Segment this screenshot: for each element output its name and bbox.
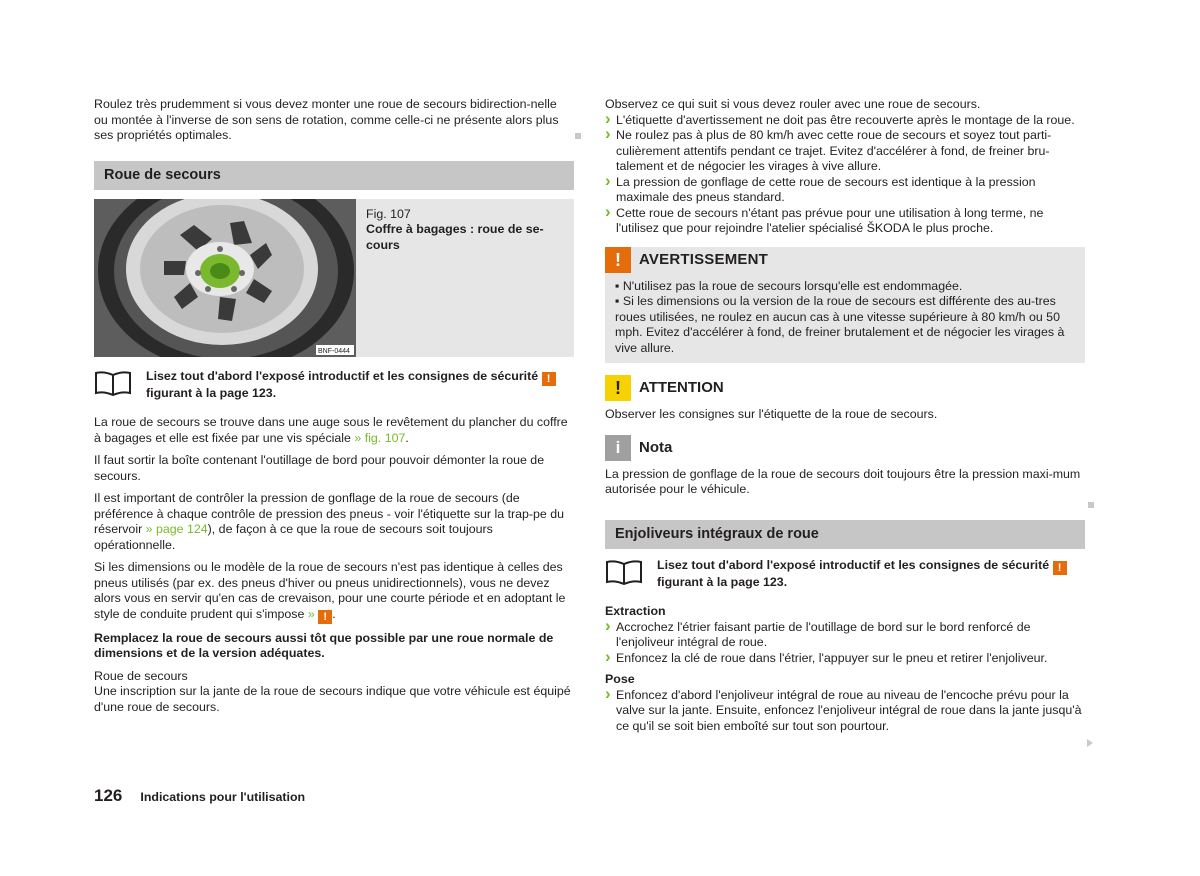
subheading-extraction: Extraction bbox=[605, 604, 666, 618]
book-icon bbox=[605, 559, 643, 585]
read-first-page: figurant à la page 123. bbox=[146, 385, 277, 400]
warning-body bbox=[605, 279, 1085, 357]
link-page-124[interactable]: » page 124 bbox=[145, 522, 208, 536]
attention-label: ATTENTION bbox=[639, 379, 724, 397]
attention-text: Observer les consignes sur l'étiquette de la roue de secours. bbox=[605, 407, 938, 421]
list-item: › Cette roue de secours n'étant pas prévue pour une utilisation à long terme, ne l'utilisez que pour rejoindre l'atelier spécialisé ŠKODA le plus proche. bbox=[605, 206, 1085, 237]
right-intro: Observez ce qui suit si vous devez rouler avec une roue de secours. bbox=[605, 97, 981, 111]
warning-icon: ! bbox=[605, 247, 631, 273]
book-icon bbox=[94, 370, 132, 396]
paragraph-dimensions: Si les dimensions ou le modèle de la roue de secours n'est pas identique à celles des pneus utilisés (par ex. des pneus d'hiver ou pneus unidirectionnels), vous ne devez alors vous en servir qu'en cas de crevaison, pour une courte période et en adoptant le style de conduite prudent qui s'impose » ! . bbox=[94, 560, 566, 623]
note-label: Nota bbox=[639, 438, 673, 456]
list-item: › Enfoncez la clé de roue dans l'étrier, l'appuyer sur le pneu et retirer l'enjoliveur. bbox=[605, 651, 1085, 667]
extraction-steps bbox=[605, 620, 1085, 667]
pose-steps bbox=[605, 688, 1085, 735]
figure-number: Fig. 107 bbox=[366, 206, 411, 221]
list-item: › Ne roulez pas à plus de 80 km/h avec cette roue de secours et soyez tout parti-culièrement attentifs pendant ce trajet. Evitez d'accélérer à fond, de freiner bru-talement et de négocier les virages à vive allure. bbox=[605, 128, 1085, 175]
attention-header bbox=[605, 375, 1085, 401]
info-icon: i bbox=[605, 435, 631, 461]
right-column bbox=[605, 97, 1085, 744]
section-heading-spare-wheel: Roue de secours bbox=[94, 161, 574, 190]
list-item: › La pression de gonflage de cette roue de secours est identique à la pression maximale des pneus standard. bbox=[605, 175, 1085, 206]
list-item: › Accrochez l'étrier faisant partie de l'outillage de bord sur le bord renforcé de l'enjoliveur intégral de roue. bbox=[605, 620, 1085, 651]
figure-caption bbox=[356, 199, 546, 357]
note-header bbox=[605, 435, 1085, 461]
end-of-section-mark bbox=[1088, 502, 1094, 508]
intro-paragraph: Roulez très prudemment si vous devez monter une roue de secours bidirection-nelle ou montée à l'inverse de son sens de rotation, comme celle-ci ne présente alors plus ses propriétés optimales. bbox=[94, 97, 559, 142]
figure-code: BNF-0444 bbox=[318, 347, 350, 355]
warning-icon: ! bbox=[318, 610, 332, 624]
read-first-notice bbox=[94, 369, 574, 402]
note-text: La pression de gonflage de la roue de secours doit toujours être la pression maxi-mum autorisée pour le véhicule. bbox=[605, 466, 1081, 496]
paragraph-toolbox: Il faut sortir la boîte contenant l'outillage de bord pour pouvoir démonter la roue de secours. bbox=[94, 453, 545, 483]
continue-arrow-icon bbox=[1087, 739, 1093, 747]
link-warning[interactable]: » bbox=[307, 606, 315, 621]
page-number: 126 bbox=[94, 786, 123, 805]
attention-icon: ! bbox=[605, 375, 631, 401]
section-heading-hubcaps: Enjoliveurs intégraux de roue bbox=[605, 520, 1085, 549]
spare-wheel-rules-list bbox=[605, 113, 1085, 237]
read-first-page: figurant à la page 123. bbox=[657, 574, 788, 589]
subheading-pose: Pose bbox=[605, 672, 635, 686]
paragraph-replace: Remplacez la roue de secours aussi tôt que possible par une roue normale de dimensions et de la version adéquates. bbox=[94, 630, 554, 660]
paragraph-inscription: Une inscription sur la jante de la roue de secours indique que votre véhicule est équipé d'une roue de secours. bbox=[94, 684, 571, 714]
spare-wheel-illustration bbox=[94, 199, 356, 357]
read-first-text: Lisez tout d'abord l'exposé introductif et les consignes de sécurité bbox=[146, 368, 539, 383]
paragraph-location: La roue de secours se trouve dans une auge sous le revêtement du plancher du coffre à bagages et elle est fixée par une vis spéciale » fig. 107. bbox=[94, 415, 568, 445]
footer-title: Indications pour l'utilisation bbox=[140, 790, 306, 804]
read-first-text: Lisez tout d'abord l'exposé introductif et les consignes de sécurité bbox=[657, 557, 1050, 572]
read-first-notice bbox=[605, 558, 1085, 591]
page-footer bbox=[94, 786, 305, 806]
bullet-square-icon: ▪ bbox=[615, 278, 623, 293]
warning-label: AVERTISSEMENT bbox=[639, 250, 769, 268]
list-item: › Enfoncez d'abord l'enjoliveur intégral de roue au niveau de l'encoche prévu pour la valve sur la jante. Ensuite, enfoncez l'enjoliveur intégral de roue dans la jante jusqu'à ce qu'il se soit bien emboîté sur tout son pourtour. bbox=[605, 688, 1085, 735]
warning-header bbox=[605, 247, 1085, 273]
link-fig-107[interactable]: » fig. 107 bbox=[354, 430, 406, 445]
figure-107 bbox=[94, 199, 574, 357]
spare-wheel-photo bbox=[94, 199, 356, 357]
subheading-spare-wheel: Roue de secours bbox=[94, 668, 188, 683]
warning-icon: ! bbox=[542, 372, 556, 386]
paragraph-pressure: Il est important de contrôler la pression de gonflage de la roue de secours (de préférence à chaque contrôle de pression des pneus - voir l'étiquette sur la trap-pe du réservoir » page 124), de façon à ce que la roue de secours soit toujours opérationnelle. bbox=[94, 491, 565, 552]
warning-icon: ! bbox=[1053, 561, 1067, 575]
warning-item: ▪ Si les dimensions ou la version de la roue de secours est différente des au-tres roues utilisées, ne roulez en aucun cas à une vitesse supérieure à 80 km/h ou 50 mph. Evitez d'accélérer à fond, de freiner brutalement et de négocier les virages à vive allure. bbox=[615, 294, 1065, 355]
figure-title: Coffre à bagages : roue de se-cours bbox=[366, 222, 544, 252]
list-item: › L'étiquette d'avertissement ne doit pas être recouverte après le montage de la roue. bbox=[605, 113, 1085, 129]
warning-box bbox=[605, 247, 1085, 364]
bullet-square-icon: ▪ bbox=[615, 294, 623, 308]
left-column bbox=[94, 97, 574, 722]
warning-item: ▪ N'utilisez pas la roue de secours lorsqu'elle est endommagée. bbox=[615, 278, 963, 293]
end-of-section-mark bbox=[575, 133, 581, 139]
